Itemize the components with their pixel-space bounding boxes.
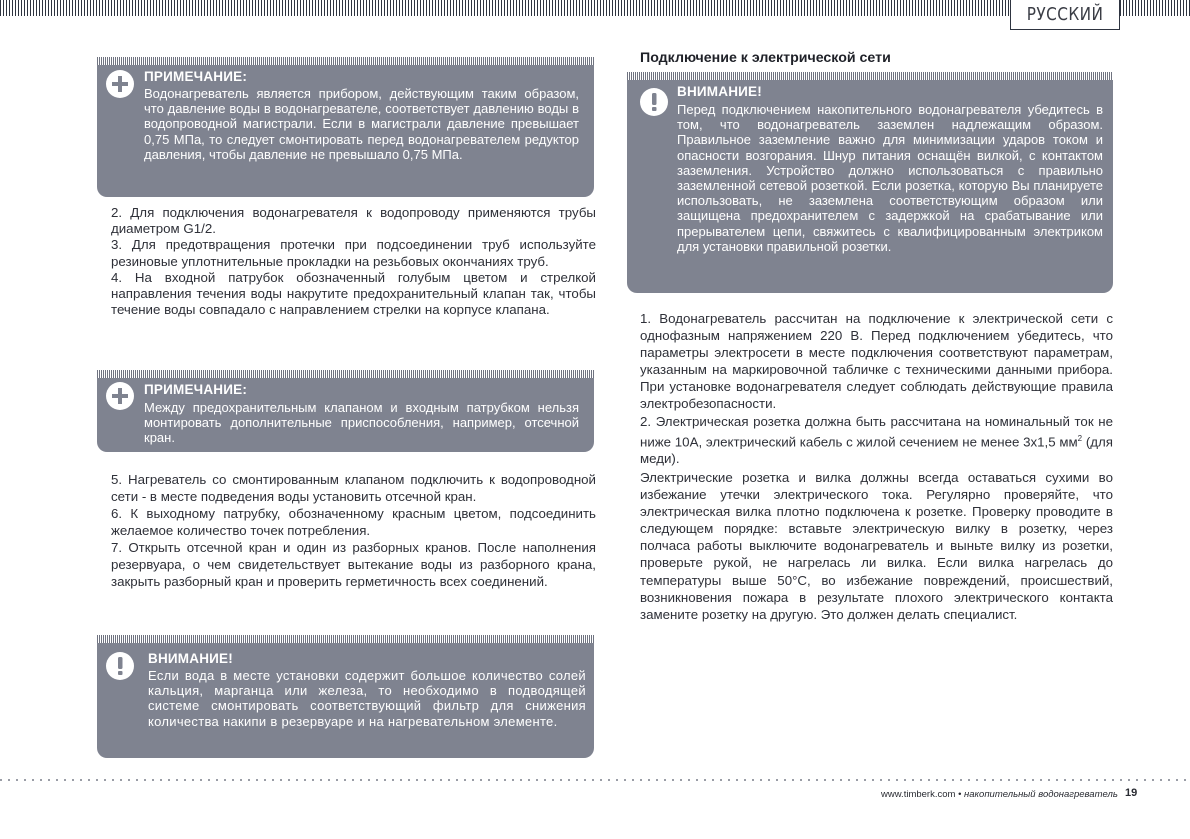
warning-box-water [97, 635, 594, 758]
superscript-2: 2 [1077, 433, 1083, 443]
note-text: Водонагреватель является прибором, действующим таким образом, что давление воды в водонагревателе, соответствует давлению воды в водопроводной магистрали. Если в магистрали давление превышает 0,75 МПа, то следует смонтировать перед водонагревателем редуктор давления, чтобы давление не превышало 0,75 МПа. [144, 86, 579, 162]
exclamation-circle-icon [106, 652, 134, 680]
footer-site: www.timberk.com [881, 789, 956, 800]
electrical-point-2-tail: (для меди). [640, 434, 1114, 467]
note-text: Между предохранительным клапаном и входным патрубком нельзя монтировать дополнительные приспособления, например, отсечной кран. [144, 400, 579, 446]
warning-title: ВНИМАНИЕ! [677, 84, 762, 99]
step-2: 2. Для подключения водонагревателя к водопроводу применяются трубы диаметром G1/2. [111, 205, 596, 237]
page-number: 19 [1125, 787, 1138, 799]
electrical-point-2-text: 2. Электрическая розетка должна быть рассчитана на номинальный ток не ниже 10А, электрический кабель с жилой сечением не менее 3х1,5 мм [640, 413, 1113, 450]
step-3: 3. Для предотвращения протечки при подсоединении труб используйте резиновые уплотнительные прокладки на резьбовых окончаниях труб. [111, 237, 596, 269]
safety-text: Электрические розетка и вилка должны всегда оставаться сухими во избежание утечки электрического тока. Регулярно проверяйте, что электрическая вилка плотно подключена к розетке. Проверку проводите в следующем порядке: вставьте электрическую вилку в розетку, через полчаса работы выключите водонагреватель и выньте вилку из розетки, проверьте рукой, не нагрелась ли вилка. Если вилка нагрелась до температуры выше 50°С, во избежание повреждений, происшествий, возникновения пожара в результате плохого электрического контакта замените розетку на другую. Это должен делать специалист. [640, 470, 1113, 622]
step-6: 6. К выходному патрубку, обозначенному красным цветом, подсоединить желаемое количество точек потребления. [111, 506, 596, 538]
step-4: 4. На входной патрубок обозначенный голубым цветом и стрелкой направления течения воды накрутите предохранительный клапан так, чтобы течение воды совпадало с направлением стрелки на корпусе клапана. [111, 269, 596, 318]
footer-dotted-line [0, 779, 1190, 781]
section-title: Подключение к электрической сети [640, 50, 891, 66]
connection-steps-2 [111, 471, 596, 590]
warning-text: Если вода в месте установки содержит большое количество солей кальция, марганца или железа, то необходимо в подводящей системе смонтировать соответствующий фильтр для снижения количества накипи в резервуаре и на нагревательном элементе. [148, 668, 586, 729]
warning-title: ВНИМАНИЕ! [148, 651, 233, 666]
note-title: ПРИМЕЧАНИЕ: [144, 69, 248, 84]
footer-subtitle: накопительный водонагреватель [964, 789, 1118, 800]
connection-steps-1 [111, 205, 596, 318]
language-tab [1010, 0, 1120, 30]
note-box-stripe [627, 72, 1113, 80]
warning-text: Перед подключением накопительного водонагревателя убедитесь в том, что водонагреватель заземлен надлежащим образом. Правильное заземление важно для минимизации ударов током и опасности возгорания. Шнур питания оснащён вилкой, с контактом заземления. Устройство должно использоваться с правильно заземленной сетевой розеткой. Если розетка, которую Вы планируете использовать, не заземлена соответствующим образом или защищена предохранителем с задержкой на срабатывание или прерывателем цепи, свяжитесь с квалифицированным электриком для установки правильной розетки. [677, 102, 1103, 254]
step-7: 7. Открыть отсечной кран и один из разборных кранов. После наполнения резервуара, о чем свидетельствует вытекание воды из разборного крана, закрыть разборный кран и проверить герметичность всех соединений. [111, 540, 596, 589]
electrical-point-2 [640, 413, 1113, 468]
footer-separator: • [955, 789, 965, 800]
note-box-valve [97, 370, 594, 452]
electrical-point-1: 1. Водонагреватель рассчитан на подключение к электрической сети с однофазным напряжением 220 В. Перед подключением убедитесь, что параметры электросети в месте подключения соответствуют параметрам, указанным на маркировочной табличке с техническими данными прибора. При установке водонагревателя следует соблюдать действующие правила электробезопасности. [640, 311, 1113, 412]
note-box-pressure [97, 57, 594, 197]
safety-paragraph [640, 469, 1113, 623]
header-stripes-right [1120, 0, 1190, 16]
header-stripes-left [0, 0, 1010, 16]
footer-text [881, 789, 1118, 800]
electrical-requirements [640, 310, 1113, 467]
note-box-stripe [97, 635, 594, 643]
note-box-stripe [97, 370, 594, 378]
note-title: ПРИМЕЧАНИЕ: [144, 382, 248, 397]
exclamation-circle-icon [640, 88, 668, 116]
warning-box-grounding [627, 72, 1113, 293]
plus-circle-icon [106, 382, 134, 410]
plus-circle-icon [106, 70, 134, 98]
step-5: 5. Нагреватель со смонтированным клапаном подключить к водопроводной сети - в месте подведения воды установить отсечной кран. [111, 472, 596, 504]
note-box-stripe [97, 57, 594, 65]
top-bar [0, 0, 1190, 28]
language-label: РУССКИЙ [1026, 4, 1104, 25]
